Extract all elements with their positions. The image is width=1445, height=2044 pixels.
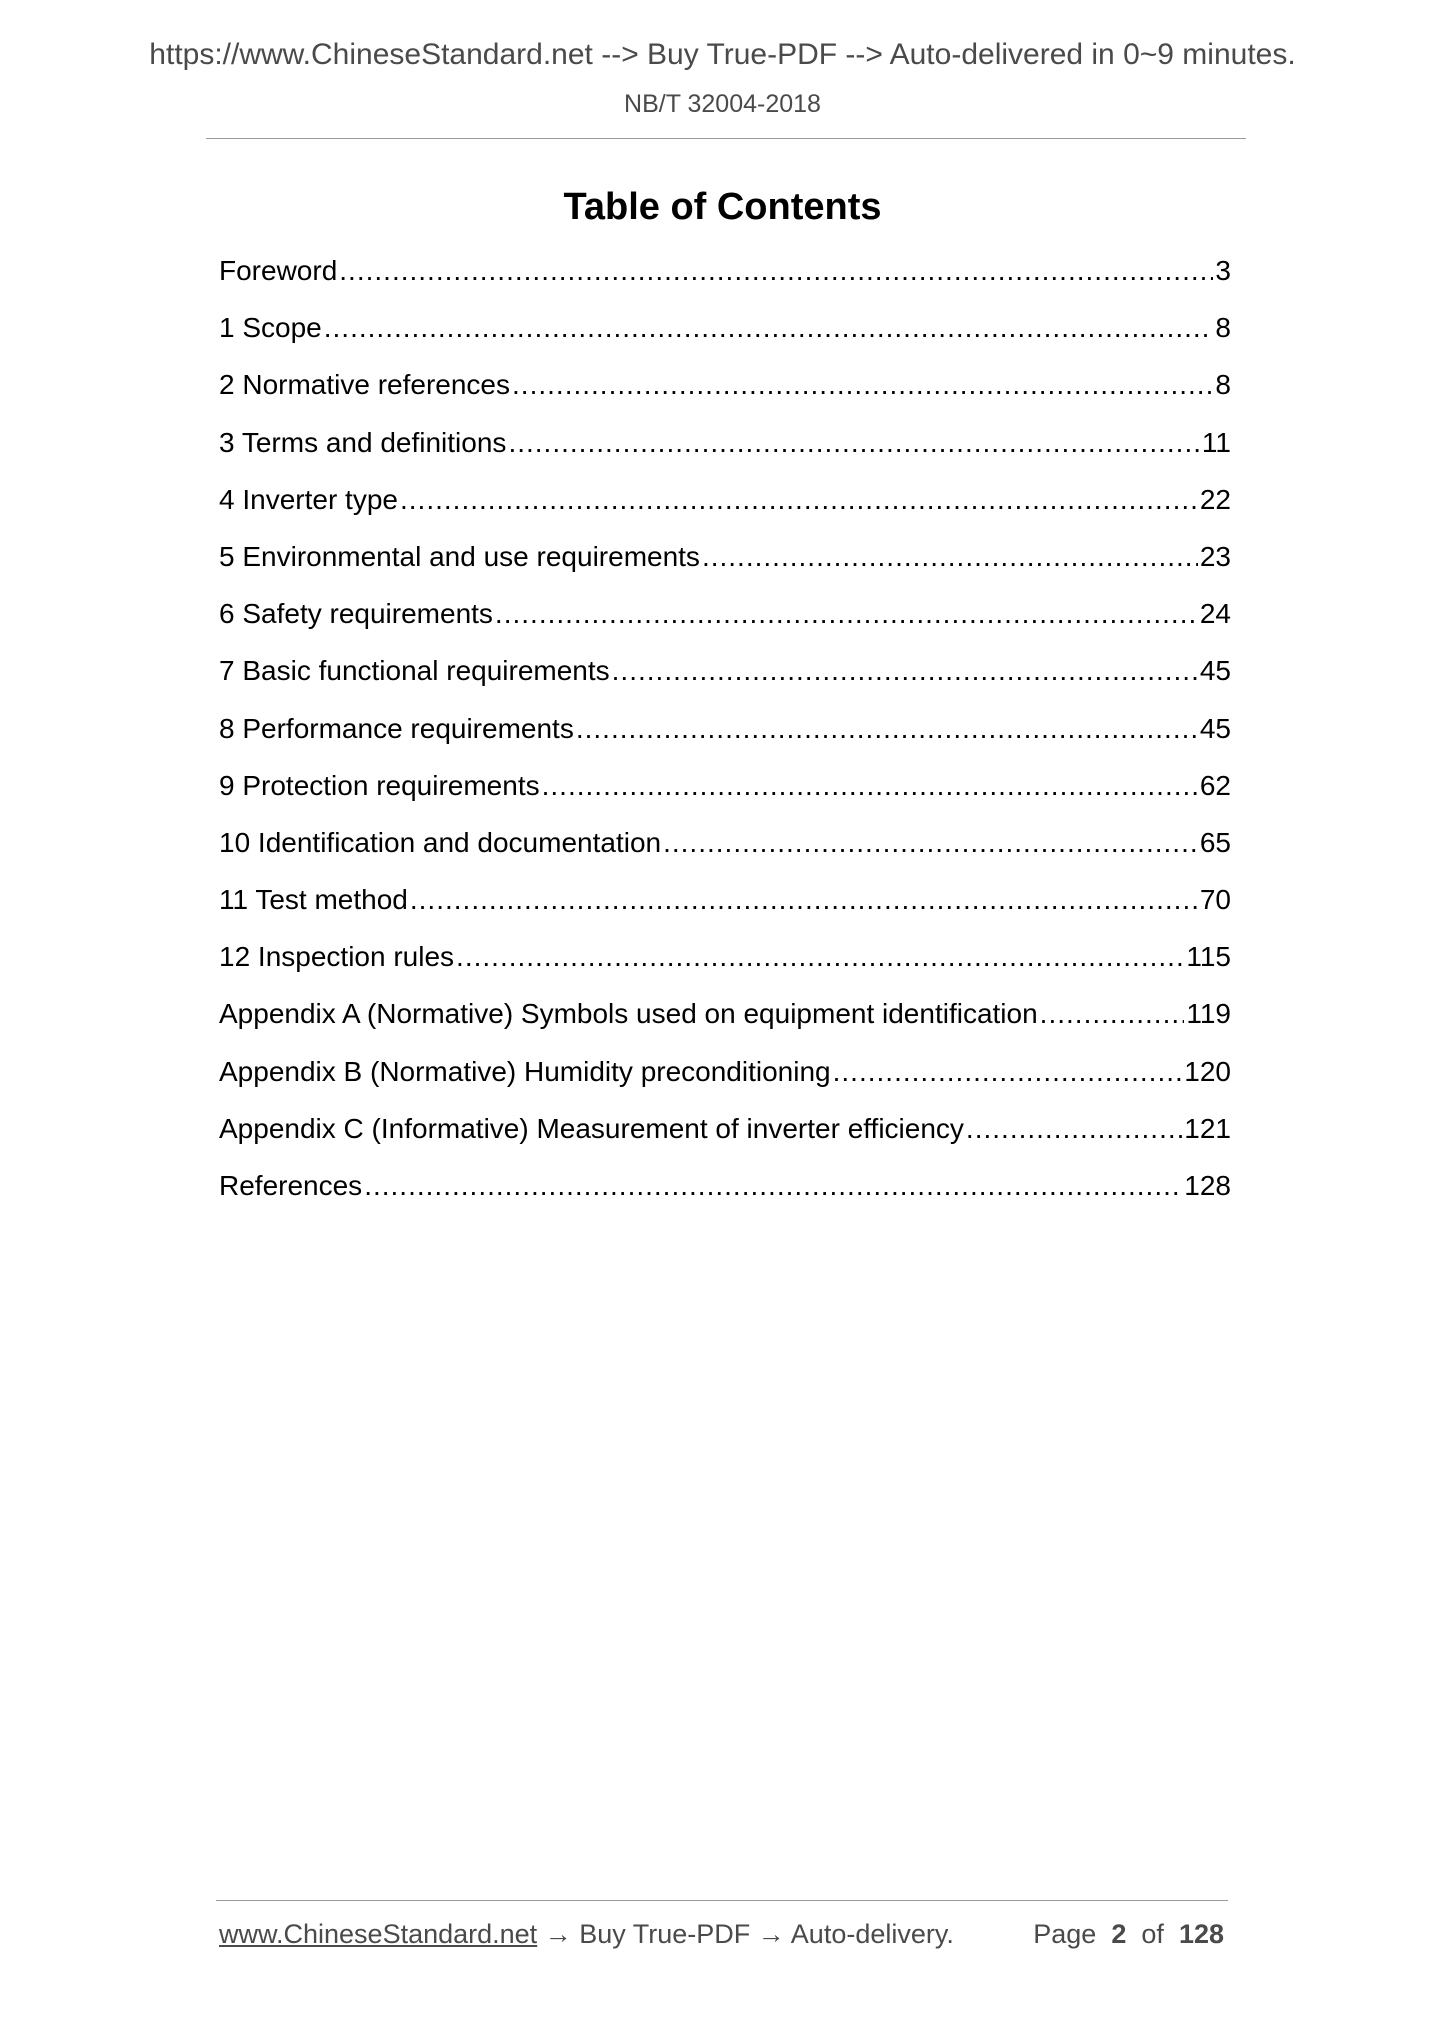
toc-entry[interactable]	[219, 1113, 1231, 1170]
toc-leader-dots	[1040, 998, 1185, 1030]
toc-leader-dots	[576, 713, 1198, 745]
toc-leader-dots	[364, 1170, 1182, 1202]
document-code: NB/T 32004-2018	[624, 90, 821, 118]
toc-entry-label: References	[219, 1170, 363, 1201]
toc-entry[interactable]	[219, 655, 1231, 712]
toc-leader-dots	[833, 1056, 1183, 1088]
toc-entry-page: 8	[1215, 312, 1231, 344]
toc-entry-label: 7 Basic functional requirements	[219, 655, 610, 687]
toc-entry-page: 22	[1199, 483, 1231, 515]
toc-leader-dots	[456, 941, 1184, 973]
toc-entry[interactable]	[219, 598, 1231, 655]
toc-entry-label: Appendix A (Normative) Symbols used on equipment identification	[219, 998, 1038, 1030]
footer-divider	[216, 1900, 1228, 1901]
toc-entry-label: 10 Identification and documentation	[219, 826, 662, 858]
toc-entry-label: 11 Test method	[219, 884, 408, 916]
toc-entry-label: 9 Protection requirements	[219, 769, 540, 801]
toc-entry-page: 65	[1199, 826, 1231, 858]
toc-entry-page: 45	[1199, 712, 1231, 744]
toc-leader-dots	[663, 827, 1198, 859]
toc-leader-dots	[324, 312, 1214, 344]
site-link[interactable]: www.ChineseStandard.net	[219, 1919, 538, 1949]
toc-leader-dots	[966, 1113, 1182, 1145]
page-counter	[1033, 1919, 1224, 1950]
buy-text: Buy True-PDF	[579, 1919, 751, 1949]
toc-leader-dots	[400, 484, 1198, 516]
toc-entry-page: 62	[1199, 769, 1231, 801]
toc-entry-label: 12 Inspection rules	[219, 941, 455, 973]
toc-entry-page: 8	[1215, 369, 1231, 401]
toc-entry-label: 1 Scope	[219, 312, 322, 344]
toc-entry[interactable]	[219, 369, 1231, 426]
toc-entry[interactable]	[219, 1170, 1231, 1227]
toc-leader-dots	[542, 770, 1198, 802]
toc-entry-label: 3 Terms and definitions	[219, 426, 507, 458]
source-banner: https://www.ChineseStandard.net --> Buy True-PDF --> Auto-delivered in 0~9 minutes.	[149, 38, 1296, 71]
toc-entry-label: 8 Performance requirements	[219, 712, 574, 744]
page-current: 2	[1111, 1919, 1127, 1949]
toc-entry-label: Appendix C (Informative) Measurement of inverter efficiency	[219, 1112, 964, 1144]
toc-entry[interactable]	[219, 1056, 1231, 1113]
toc-leader-dots	[410, 884, 1198, 916]
arrow-right-icon: →	[544, 1919, 572, 1949]
toc-entry[interactable]	[219, 884, 1231, 941]
toc-entry[interactable]	[219, 998, 1231, 1055]
toc-entry[interactable]	[219, 312, 1231, 369]
delivery-text: Auto-delivery.	[790, 1919, 954, 1949]
toc-entry-page: 128	[1184, 1170, 1231, 1201]
toc-entry-page: 119	[1186, 998, 1231, 1030]
toc-entry-page: 23	[1199, 540, 1231, 572]
toc-entry-page: 115	[1186, 941, 1231, 973]
toc-leader-dots	[512, 369, 1213, 401]
toc-entry-page: 24	[1199, 598, 1231, 630]
toc-entry[interactable]	[219, 427, 1231, 484]
toc-entry-page: 45	[1199, 655, 1231, 687]
page-of: of	[1141, 1919, 1164, 1949]
page-word: Page	[1033, 1919, 1097, 1949]
toc-entry-page: 3	[1215, 255, 1231, 286]
toc-entry[interactable]	[219, 941, 1231, 998]
toc-leader-dots	[495, 598, 1198, 630]
toc-entry-page: 120	[1184, 1055, 1231, 1087]
toc-entry-label: Appendix B (Normative) Humidity preconditioning	[219, 1055, 831, 1087]
toc-leader-dots	[612, 655, 1198, 687]
toc-title: Table of Contents	[563, 186, 882, 228]
page-total: 128	[1178, 1919, 1224, 1949]
toc-leader-dots	[702, 541, 1198, 573]
toc-entry-label: 4 Inverter type	[219, 483, 398, 515]
toc-leader-dots	[508, 427, 1199, 459]
toc-entry-label: Foreword	[219, 255, 338, 286]
toc-entry[interactable]	[219, 255, 1231, 312]
toc-leader-dots	[339, 255, 1213, 287]
toc-entry[interactable]	[219, 827, 1231, 884]
toc-entry-label: 6 Safety requirements	[219, 598, 493, 630]
arrow-right-icon: →	[757, 1919, 785, 1949]
toc-entry-page: 11	[1201, 426, 1231, 458]
footer-promo	[219, 1919, 954, 1950]
toc-entry[interactable]	[219, 713, 1231, 770]
toc-entry[interactable]	[219, 541, 1231, 598]
toc-list	[219, 255, 1231, 1227]
toc-entry[interactable]	[219, 770, 1231, 827]
toc-entry-page: 70	[1199, 884, 1231, 916]
toc-entry[interactable]	[219, 484, 1231, 541]
toc-entry-page: 121	[1184, 1112, 1231, 1144]
header-divider	[206, 138, 1246, 139]
toc-entry-label: 2 Normative references	[219, 369, 511, 401]
toc-entry-label: 5 Environmental and use requirements	[219, 540, 700, 572]
